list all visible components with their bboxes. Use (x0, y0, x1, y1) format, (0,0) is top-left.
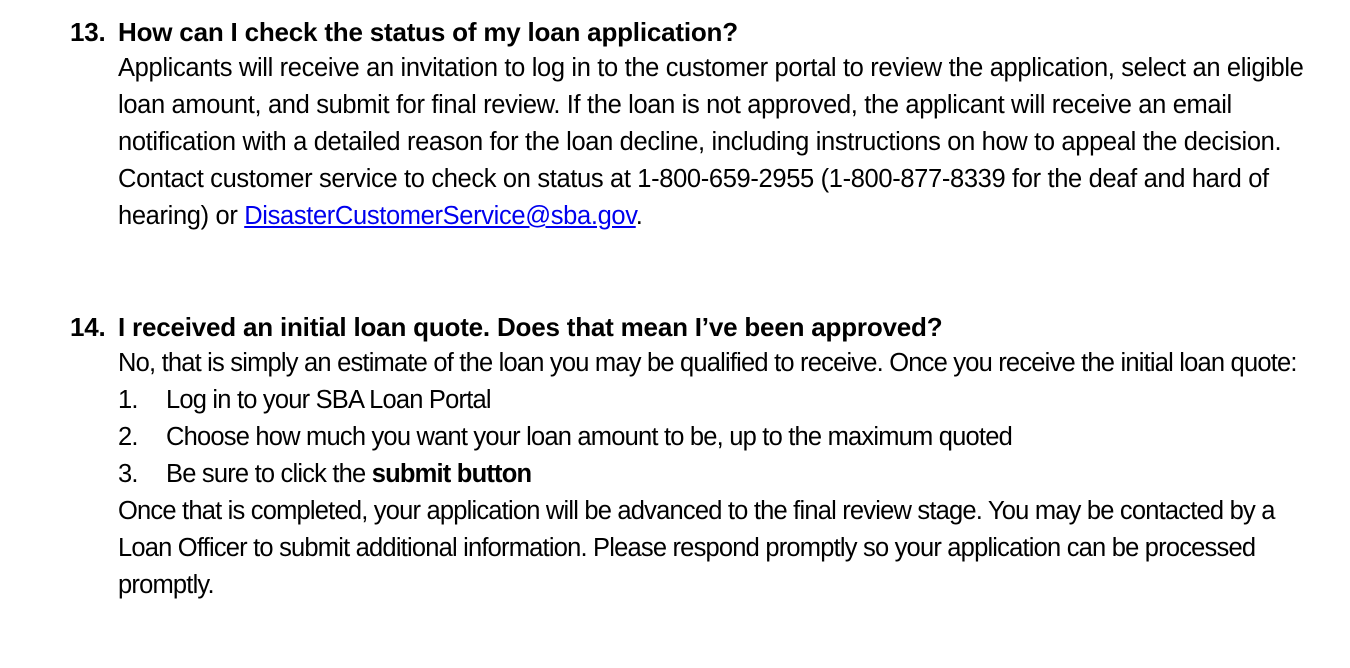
faq-item-14 (70, 309, 1310, 604)
answer-body (118, 345, 1310, 604)
step-text: Choose how much you want your loan amount to be, up to the maximum quoted (166, 423, 1012, 451)
step-item (118, 382, 1310, 419)
answer-closing: Once that is completed, your application will be advanced to the final review stage. You may be contacted by a Loan Officer to submit additional information. Please respond promptly so your application can be processed promptly. (118, 497, 1275, 599)
faq-item-13 (70, 14, 1310, 235)
step-number: 1. (118, 386, 138, 414)
question-text: I received an initial loan quote. Does that mean I’ve been approved? (118, 312, 943, 342)
step-number: 3. (118, 460, 138, 488)
step-item (118, 419, 1310, 456)
step-number: 2. (118, 423, 138, 451)
question-heading (70, 309, 1310, 345)
question-text: How can I check the status of my loan application? (118, 17, 738, 47)
contact-paragraph (118, 161, 1310, 235)
question-number: 13. (70, 17, 106, 47)
step-text-plain: Be sure to click the (166, 460, 372, 488)
steps-list (118, 382, 1310, 493)
step-item (118, 456, 1310, 493)
question-number: 14. (70, 312, 106, 342)
contact-period: . (635, 202, 643, 230)
contact-text: Contact customer service to check on status at 1-800-659-2955 (1-800-877-8339 for the deaf and hard of hearing) or (118, 165, 1269, 230)
answer-intro: No, that is simply an estimate of the loan you may be qualified to receive. Once you receive the initial loan quote: (118, 349, 1297, 377)
customer-service-email-link[interactable]: DisasterCustomerService@sba.gov (244, 202, 636, 230)
answer-paragraph: Applicants will receive an invitation to log in to the customer portal to review the application, select an eligible loan amount, and submit for final review. If the loan is not approved, the applicant will receive an email notification with a detailed reason for the loan decline, including instructions on how to appeal the decision. (118, 54, 1304, 156)
answer-body (118, 50, 1310, 235)
step-text (166, 456, 531, 493)
step-text-bold: submit button (371, 460, 532, 488)
question-heading (70, 14, 1310, 50)
step-text: Log in to your SBA Loan Portal (166, 386, 491, 414)
